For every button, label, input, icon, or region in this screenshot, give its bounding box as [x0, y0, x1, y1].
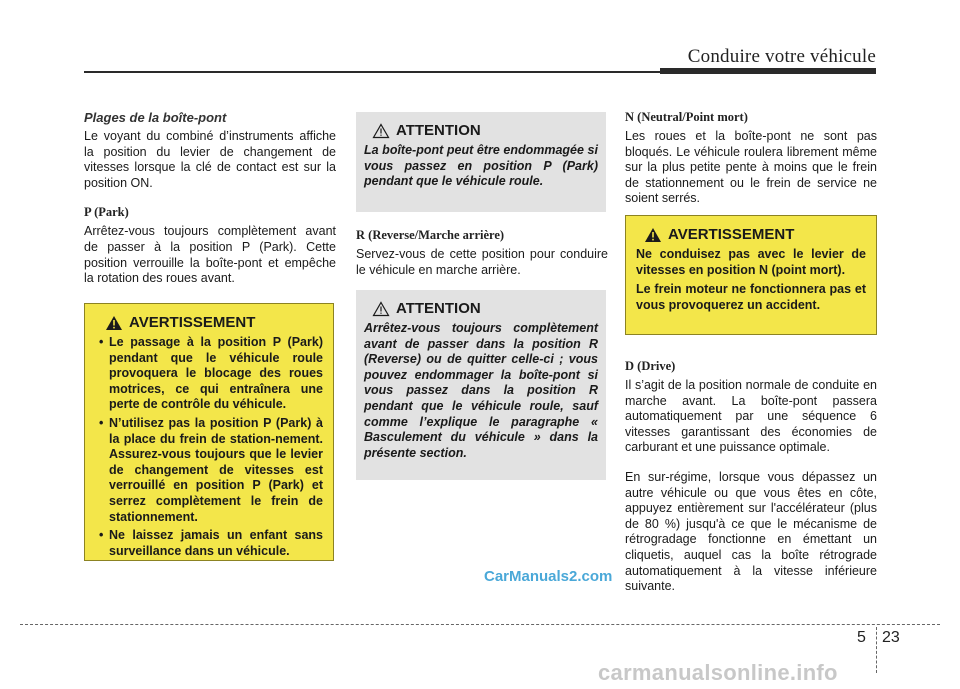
drive-section — [625, 359, 877, 609]
reverse-paragraph: Servez-vous de cette position pour conduire le véhicule en marche arrière. — [356, 247, 608, 277]
page-divider — [876, 627, 877, 673]
warning-text: Ne conduisez pas avec le levier de vitesses en position N (point mort). — [636, 247, 866, 277]
header-title: Conduire votre véhicule — [687, 46, 876, 67]
caution-triangle-icon — [372, 123, 390, 139]
caution-triangle-icon — [372, 301, 390, 317]
list-item: • Le passage à la position P (Park) pendant que le véhicule roule provoquera le blocage des roues motrices, ce qui entraînera une perte de contrôle du véhicule. — [95, 335, 323, 413]
drive-heading: D (Drive) — [625, 359, 676, 373]
park-caution-box — [356, 112, 606, 212]
list-item: • N’utilisez pas la position P (Park) à la place du frein de station-nement. Assurez-vous toujours que le levier de changement de vitesses est verrouillé en position P (Park) et serrez complètement le frein de stationnement. — [95, 416, 323, 525]
drive-paragraph: Il s’agit de la position normale de conduite en marche avant. La boîte-pont passera automatiquement par une séquence 6 vitesses garantissant des économies de carburant et une puissance optimale. — [625, 378, 877, 455]
caution-text: Arrêtez-vous toujours complètement avant de passer dans la position R (Reverse) ou de quitter celle-ci ; vous pouvez endommager la boîte-pont si vous passez dans la position R pendant que le véhicule roule, sauf comme l’explique le paragraphe « Basculement du véhicule » dans la présente section. — [364, 321, 598, 460]
list-item: • Ne laissez jamais un enfant sans surveillance dans un véhicule. — [95, 528, 323, 559]
caution-title: ATTENTION — [396, 300, 481, 317]
header-rule-thick — [660, 68, 876, 74]
drive-paragraph-2: En sur-régime, lorsque vous dépassez un autre véhicule ou que vous êtes en côte, appuyez entièrement sur l'accélérateur (plus de 80 %) jusqu'à ce que le mécanisme de rétrogradage fonctionne en émettant un cliquetis, auquel cas la boîte rétrograde automatiquement à la vitesse inférieure suivante. — [625, 469, 877, 594]
neutral-warning-box — [625, 215, 877, 335]
section-subtitle: Plages de la boîte-pont — [84, 110, 227, 125]
intro-paragraph: Le voyant du combiné d’instruments affiche la position du levier de changement de vitesses lorsque la clé de contact est sur la position ON. — [84, 129, 336, 190]
warning-title: AVERTISSEMENT — [668, 226, 795, 243]
warning-triangle-icon — [644, 227, 662, 243]
warning-text: Le frein moteur ne fonctionnera pas et vous provoquerez un accident. — [636, 282, 866, 312]
footer-rule — [20, 624, 940, 625]
neutral-heading: N (Neutral/Point mort) — [625, 110, 748, 124]
park-heading: P (Park) — [84, 205, 129, 220]
neutral-section — [625, 110, 877, 221]
warning-triangle-icon — [105, 315, 123, 331]
page-number: 23 — [882, 629, 900, 646]
section-number: 5 — [857, 629, 866, 646]
park-warning-box — [84, 303, 334, 561]
watermark-link[interactable]: CarManuals2.com — [484, 568, 613, 585]
warning-title: AVERTISSEMENT — [129, 314, 256, 331]
neutral-paragraph: Les roues et la boîte-pont ne sont pas bloqués. Le véhicule roulera librement même sur la plus petite pente à moins que le frein de stationnement ou le frein de service ne soient serrés. — [625, 129, 877, 206]
watermark-site[interactable]: carmanualsonline.info — [598, 660, 838, 685]
park-paragraph: Arrêtez-vous toujours complètement avant de passer à la position P (Park). Cette position verrouille la boîte-pont et empêche la rotation des roues avant. — [84, 224, 336, 286]
header-rule-thin — [84, 71, 660, 73]
caution-text: La boîte-pont peut être endommagée si vous passez en position P (Park) pendant que le véhicule roule. — [364, 143, 598, 189]
caution-title: ATTENTION — [396, 122, 481, 139]
column-left — [84, 110, 336, 301]
warning-list — [95, 335, 323, 559]
reverse-caution-box — [356, 290, 606, 480]
reverse-heading: R (Reverse/Marche arrière) — [356, 228, 505, 242]
reverse-section — [356, 228, 608, 292]
